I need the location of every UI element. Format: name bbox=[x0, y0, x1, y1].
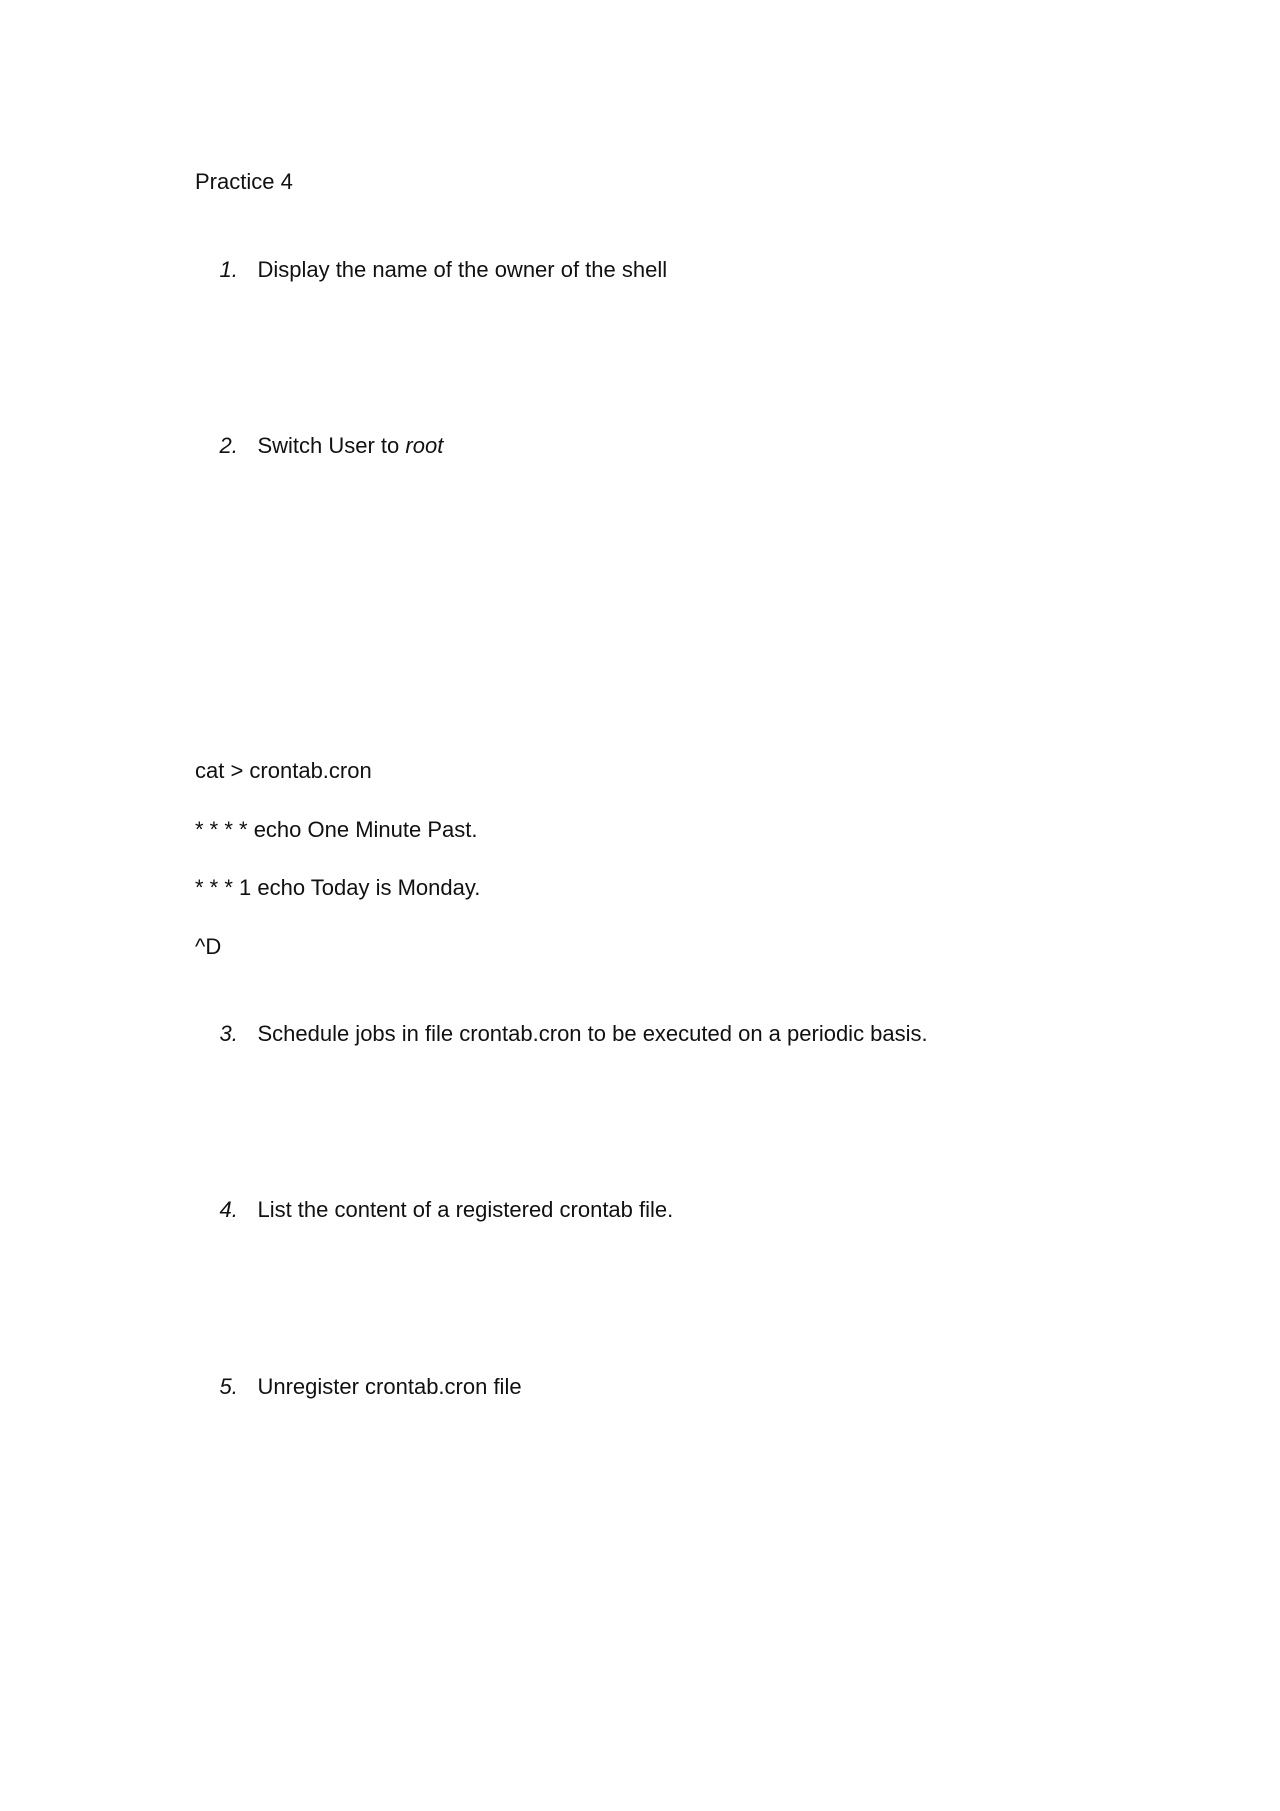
item-number: 2. bbox=[219, 433, 238, 458]
code-line-1: cat > crontab.cron bbox=[195, 758, 372, 783]
item-number: 1. bbox=[219, 257, 238, 282]
list-item-3 bbox=[195, 992, 928, 1076]
item-text: Unregister crontab.cron file bbox=[257, 1374, 522, 1399]
item-text: Switch User to bbox=[257, 433, 406, 458]
item-number: 5. bbox=[219, 1374, 238, 1399]
item-number: 4. bbox=[219, 1197, 238, 1222]
item-text: List the content of a registered crontab file. bbox=[257, 1197, 674, 1222]
code-line-3: * * * 1 echo Today is Monday. bbox=[195, 875, 481, 900]
item-text: Display the name of the owner of the shell bbox=[257, 257, 668, 282]
item-number: 3. bbox=[219, 1021, 238, 1046]
item-text: Schedule jobs in file crontab.cron to be executed on a periodic basis. bbox=[257, 1021, 928, 1046]
code-line-2: * * * * echo One Minute Past. bbox=[195, 817, 478, 842]
item-text-emphasis: root bbox=[405, 433, 444, 458]
code-line-4: ^D bbox=[195, 934, 222, 959]
list-item-1 bbox=[195, 228, 667, 312]
document-title: Practice 4 bbox=[195, 169, 293, 194]
list-item-2 bbox=[195, 404, 443, 488]
list-item-5 bbox=[195, 1345, 522, 1429]
list-item-4 bbox=[195, 1168, 673, 1252]
